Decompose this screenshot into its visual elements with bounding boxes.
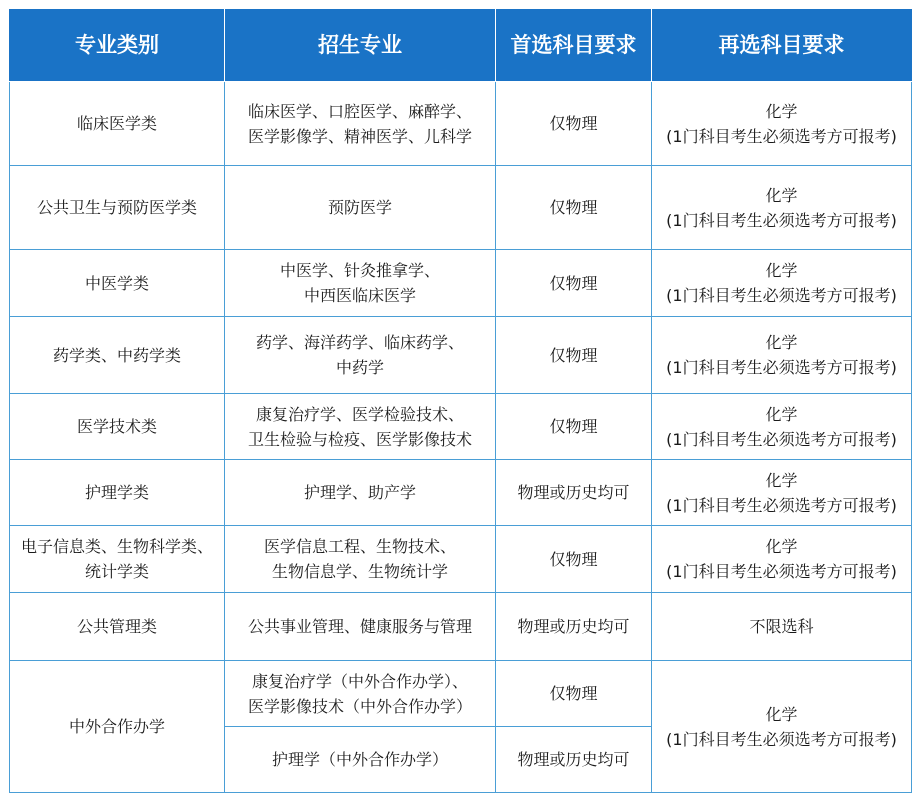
cell-line: 公共卫生与预防医学类 [36,198,197,217]
cell-line: 护理学（中外合作办学） [271,750,448,769]
cell-line: 康复治疗学（中外合作办学）、 [251,671,468,691]
first-subject-cell: 物理或历史均可 [496,727,652,793]
cell-line: 化学 [765,470,798,490]
category-cell [10,394,225,460]
second-subject-cell [652,661,912,793]
majors-cell [225,593,496,661]
cell-line: (1门科目考生必须选考方可报考) [666,210,897,230]
table-row [10,593,912,661]
majors-cell [225,82,496,166]
cell-line: 医学信息工程、生物技术、 [263,537,456,556]
cell-line: (1门科目考生必须选考方可报考) [666,729,897,749]
majors-cell [225,394,496,460]
cell-line: 化学 [765,333,798,352]
cell-line: 中西医临床医学 [303,286,416,305]
second-subject-cell [652,460,912,526]
cell-line: 药学、海洋药学、临床药学、 [255,333,464,352]
category-cell [10,166,225,250]
category-cell [10,526,225,593]
header-second-subject: 再选科目要求 [652,10,912,82]
first-subject-cell: 物理或历史均可 [496,593,652,661]
cell-line: (1门科目考生必须选考方可报考) [666,562,897,581]
cell-line: 电子信息类、生物科学类、 [20,537,213,556]
cell-line: 不限选科 [749,617,814,636]
category-cell [10,82,225,166]
first-subject-cell: 仅物理 [496,317,652,394]
first-subject-cell: 物理或历史均可 [496,460,652,526]
table-row [10,394,912,460]
cell-line: 化学 [765,185,798,205]
first-subject-cell: 仅物理 [496,661,652,727]
majors-cell [225,250,496,317]
cell-line: 中药学 [335,358,384,377]
second-subject-cell [652,526,912,593]
cell-line: 临床医学类 [76,114,157,133]
cell-line: 护理学、助产学 [303,483,416,502]
majors-cell [225,727,496,793]
category-cell [10,250,225,317]
table-row [10,526,912,593]
cell-line: 卫生检验与检疫、医学影像技术 [247,429,472,449]
cell-line: (1门科目考生必须选考方可报考) [666,358,897,377]
table-row [10,166,912,250]
cell-line: 生物信息学、生物统计学 [271,562,448,581]
second-subject-cell [652,250,912,317]
table-row [10,250,912,317]
cell-line: 康复治疗学、医学检验技术、 [255,404,464,424]
cell-line: 化学 [765,404,798,424]
cell-line: (1门科目考生必须选考方可报考) [666,286,897,305]
category-cell [10,317,225,394]
cell-line: 公共事业管理、健康服务与管理 [247,617,472,636]
majors-cell [225,166,496,250]
cell-line: 医学影像技术（中外合作办学） [247,696,472,716]
enrollment-requirements-table [9,9,912,793]
second-subject-cell [652,317,912,394]
cell-line: 化学 [765,101,798,121]
second-subject-cell [652,593,912,661]
cell-line: 中医学类 [84,273,149,293]
second-subject-cell [652,82,912,166]
header-first-subject: 首选科目要求 [496,10,652,82]
header-majors: 招生专业 [225,10,496,82]
table-row [10,661,912,727]
first-subject-cell: 仅物理 [496,166,652,250]
cell-line: 预防医学 [327,198,392,217]
second-subject-cell [652,394,912,460]
first-subject-cell: 仅物理 [496,526,652,593]
majors-cell [225,526,496,593]
cell-line: 化学 [765,261,798,280]
cell-line: (1门科目考生必须选考方可报考) [666,495,897,515]
header-category: 专业类别 [10,10,225,82]
cell-line: 医学技术类 [76,417,157,436]
cell-line: 中医学、针灸推拿学、 [279,261,440,280]
first-subject-cell: 仅物理 [496,394,652,460]
category-cell: 中外合作办学 [10,661,225,793]
cell-line: 统计学类 [84,562,149,581]
cell-line: (1门科目考生必须选考方可报考) [666,429,897,449]
majors-cell [225,661,496,727]
category-cell [10,460,225,526]
cell-line: 药学类、中药学类 [52,345,181,365]
cell-line: 化学 [765,704,798,724]
first-subject-cell: 仅物理 [496,250,652,317]
table-row [10,460,912,526]
second-subject-cell [652,166,912,250]
table-row [10,317,912,394]
cell-line: 护理学类 [84,483,149,502]
cell-line: 公共管理类 [76,617,157,636]
header-row [10,10,912,82]
majors-cell [225,460,496,526]
cell-line: (1门科目考生必须选考方可报考) [666,126,897,146]
cell-line: 医学影像学、精神医学、儿科学 [247,126,472,146]
category-cell [10,593,225,661]
cell-line: 化学 [765,537,798,556]
cell-line: 临床医学、口腔医学、麻醉学、 [247,101,472,121]
table-row [10,82,912,166]
majors-cell [225,317,496,394]
first-subject-cell: 仅物理 [496,82,652,166]
